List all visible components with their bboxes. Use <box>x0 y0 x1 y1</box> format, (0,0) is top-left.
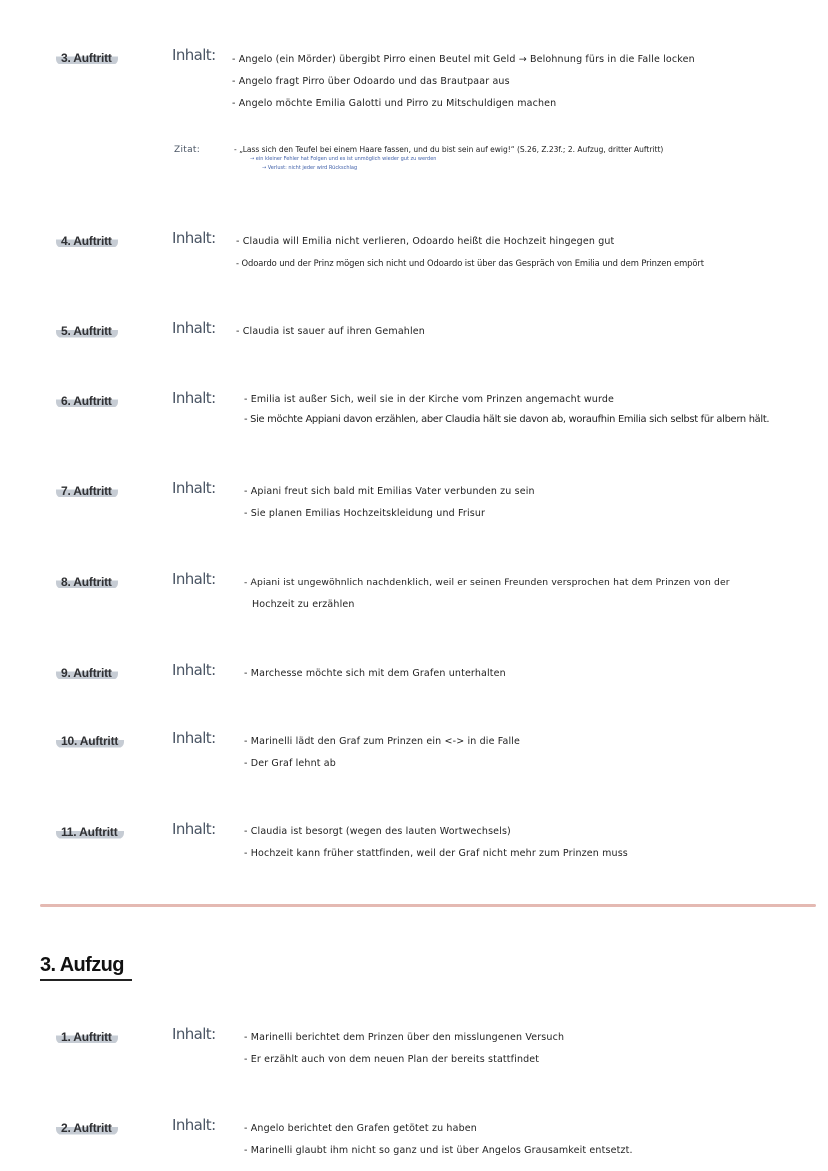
scene-label: 5. Auftritt <box>56 323 118 338</box>
content-line: - Odoardo und der Prinz mögen sich nicht und Odoardo ist über das Gespräch von Emilia und dem Prinzen empört <box>236 258 704 268</box>
inhalt-label: Inhalt: <box>172 229 216 247</box>
scene-label: 3. Auftritt <box>56 50 118 65</box>
inhalt-label: Inhalt: <box>172 1025 216 1043</box>
inhalt-label: Inhalt: <box>172 479 216 497</box>
scene-label: 9. Auftritt <box>56 665 118 680</box>
scene-label: 4. Auftritt <box>56 233 118 248</box>
content-line: - Sie planen Emilias Hochzeitskleidung und Frisur <box>244 508 486 519</box>
scene-label: 11. Auftritt <box>56 824 124 839</box>
content-line: - Claudia ist besorgt (wegen des lauten Wortwechsels) <box>244 826 511 837</box>
inhalt-label: Inhalt: <box>172 46 216 64</box>
scene-label: 1. Auftritt <box>56 1029 118 1044</box>
inhalt-label: Inhalt: <box>172 820 216 838</box>
content-line: - Claudia will Emilia nicht verlieren, Odoardo heißt die Hochzeit hingegen gut <box>236 236 615 247</box>
content-line: - Hochzeit kann früher stattfinden, weil der Graf nicht mehr zum Prinzen muss <box>244 848 628 859</box>
content-line: - Sie möchte Appiani davon erzählen, aber Claudia hält sie davon ab, woraufhin Emilia sich selbst für albern hält. <box>244 414 770 425</box>
zitat-label: Zitat: <box>174 145 201 155</box>
content-line: - Marinelli glaubt ihm nicht so ganz und ist über Angelos Grausamkeit entsetzt. <box>244 1145 633 1156</box>
content-line: Hochzeit zu erzählen <box>252 599 355 610</box>
content-line: - Angelo fragt Pirro über Odoardo und das Brautpaar aus <box>232 76 510 87</box>
content-line: - Claudia ist sauer auf ihren Gemahlen <box>236 326 425 337</box>
scene-label: 7. Auftritt <box>56 483 118 498</box>
content-line: - Er erzählt auch von dem neuen Plan der bereits stattfindet <box>244 1054 540 1065</box>
content-line: - Angelo (ein Mörder) übergibt Pirro einen Beutel mit Geld → Belohnung fürs in die Falle locken <box>232 54 695 65</box>
content-line: - Apiani ist ungewöhnlich nachdenklich, weil er seinen Freunden versprochen hat dem Prinzen von der <box>244 577 730 588</box>
scene-label: 10. Auftritt <box>56 733 124 748</box>
content-line: - Apiani freut sich bald mit Emilias Vater verbunden zu sein <box>244 486 535 497</box>
heading-underline <box>40 979 132 981</box>
inhalt-label: Inhalt: <box>172 729 216 747</box>
content-line: - Angelo berichtet den Grafen getötet zu haben <box>244 1123 477 1134</box>
inhalt-label: Inhalt: <box>172 570 216 588</box>
inhalt-label: Inhalt: <box>172 319 216 337</box>
content-line: - Marchesse möchte sich mit dem Grafen unterhalten <box>244 668 506 679</box>
inhalt-label: Inhalt: <box>172 661 216 679</box>
content-line: - Angelo möchte Emilia Galotti und Pirro zu Mitschuldigen machen <box>232 98 557 109</box>
quote-text: - „Lass sich den Teufel bei einem Haare fassen, und du bist sein auf ewig!“ (S.26, Z.23f.; 2. Aufzug, dritter Auftritt) <box>234 145 664 154</box>
scene-label: 8. Auftritt <box>56 574 118 589</box>
scene-label: 2. Auftritt <box>56 1120 118 1135</box>
content-line: - Emilia ist außer Sich, weil sie in der Kirche vom Prinzen angemacht wurde <box>244 394 615 405</box>
inhalt-label: Inhalt: <box>172 389 216 407</box>
content-line: - Der Graf lehnt ab <box>244 758 336 769</box>
content-line: - Marinelli berichtet dem Prinzen über den misslungenen Versuch <box>244 1032 565 1043</box>
quote-note: → Verlust: nicht jeder wird Rückschlag <box>262 165 358 171</box>
section-divider <box>40 904 816 907</box>
scene-label: 6. Auftritt <box>56 393 118 408</box>
content-line: - Marinelli lädt den Graf zum Prinzen ein <-> in die Falle <box>244 736 521 747</box>
inhalt-label: Inhalt: <box>172 1116 216 1134</box>
section-heading: 3. Aufzug <box>40 954 124 976</box>
quote-note: → ein kleiner Fehler hat Folgen und es ist unmöglich wieder gut zu werden <box>250 156 437 162</box>
